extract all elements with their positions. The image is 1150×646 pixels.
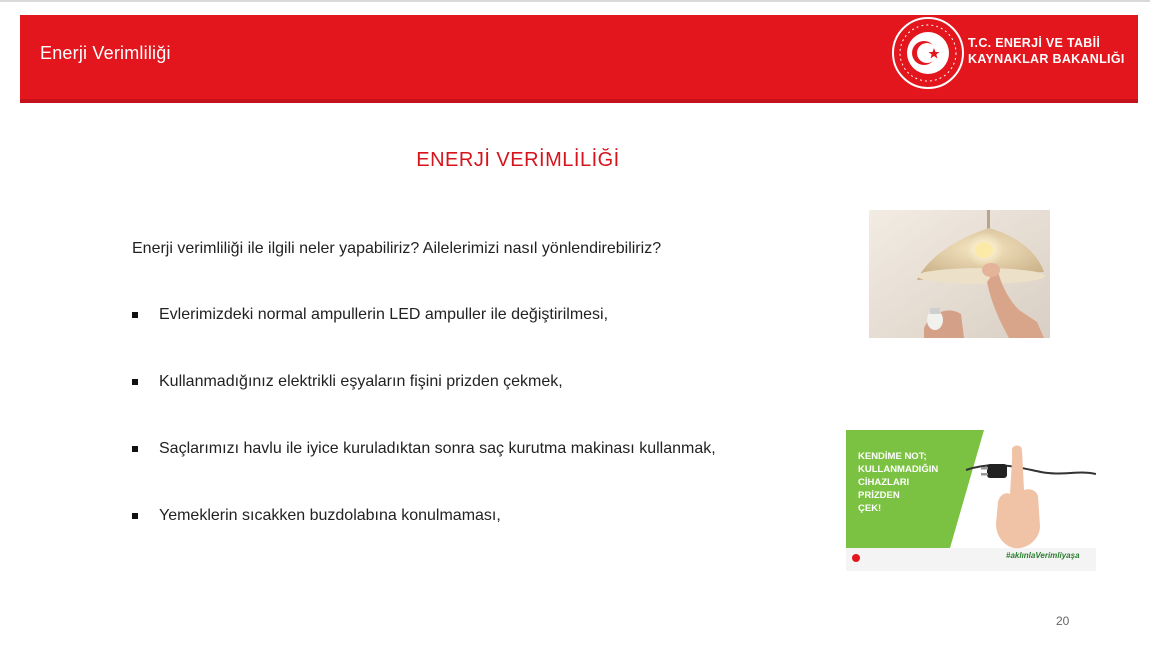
bullet-text: Kullanmadığınız elektrikli eşyaların fişini prizden çekmek, <box>159 373 563 390</box>
poster-line-2: KULLANMADIĞIN <box>858 464 939 475</box>
ministry-line-1: T.C. ENERJİ VE TABİİ <box>968 36 1101 50</box>
bullet-text: Yemeklerin sıcakken buzdolabına konulmaması, <box>159 507 501 524</box>
list-item <box>132 373 716 440</box>
header-title: Enerji Verimliliği <box>40 43 171 63</box>
header-banner <box>20 15 1138 103</box>
list-item <box>132 440 716 507</box>
poster-hashtag: #aklınlaVerimliyaşa <box>1006 551 1080 560</box>
page-number: 20 <box>1056 614 1070 628</box>
poster-line-5: ÇEK! <box>858 503 882 514</box>
bullet-text: Saçlarımızı havlu ile iyice kuruladıktan sonra saç kurutma makinası kullanmak, <box>159 440 716 457</box>
poster-line-4: PRİZDEN <box>858 490 900 501</box>
top-border-line <box>0 0 1150 2</box>
ministry-name <box>968 35 1125 67</box>
square-bullet-icon <box>132 312 138 318</box>
bullet-text: Evlerimizdeki normal ampullerin LED ampuller ile değiştirilmesi, <box>159 306 609 323</box>
ministry-line-2: KAYNAKLAR BAKANLIĞI <box>968 52 1125 66</box>
list-item <box>132 306 716 373</box>
square-bullet-icon <box>132 379 138 385</box>
poster-line-1: KENDİME NOT; <box>858 451 927 462</box>
square-bullet-icon <box>132 446 138 452</box>
poster-line-3: CİHAZLARI <box>858 477 910 488</box>
ministry-logo-icon <box>890 15 966 91</box>
slide-title: ENERJİ VERİMLİLİĞİ <box>416 149 620 171</box>
square-bullet-icon <box>132 513 138 519</box>
list-item <box>132 507 716 574</box>
poster-text <box>858 450 938 515</box>
lamp-photo <box>869 210 1050 338</box>
bullet-list <box>132 306 716 574</box>
question-text: Enerji verimliliği ile ilgili neler yapabiliriz? Ailelerimizi nasıl yönlendirebiliriz? <box>132 240 662 257</box>
unplug-poster <box>846 430 1096 571</box>
